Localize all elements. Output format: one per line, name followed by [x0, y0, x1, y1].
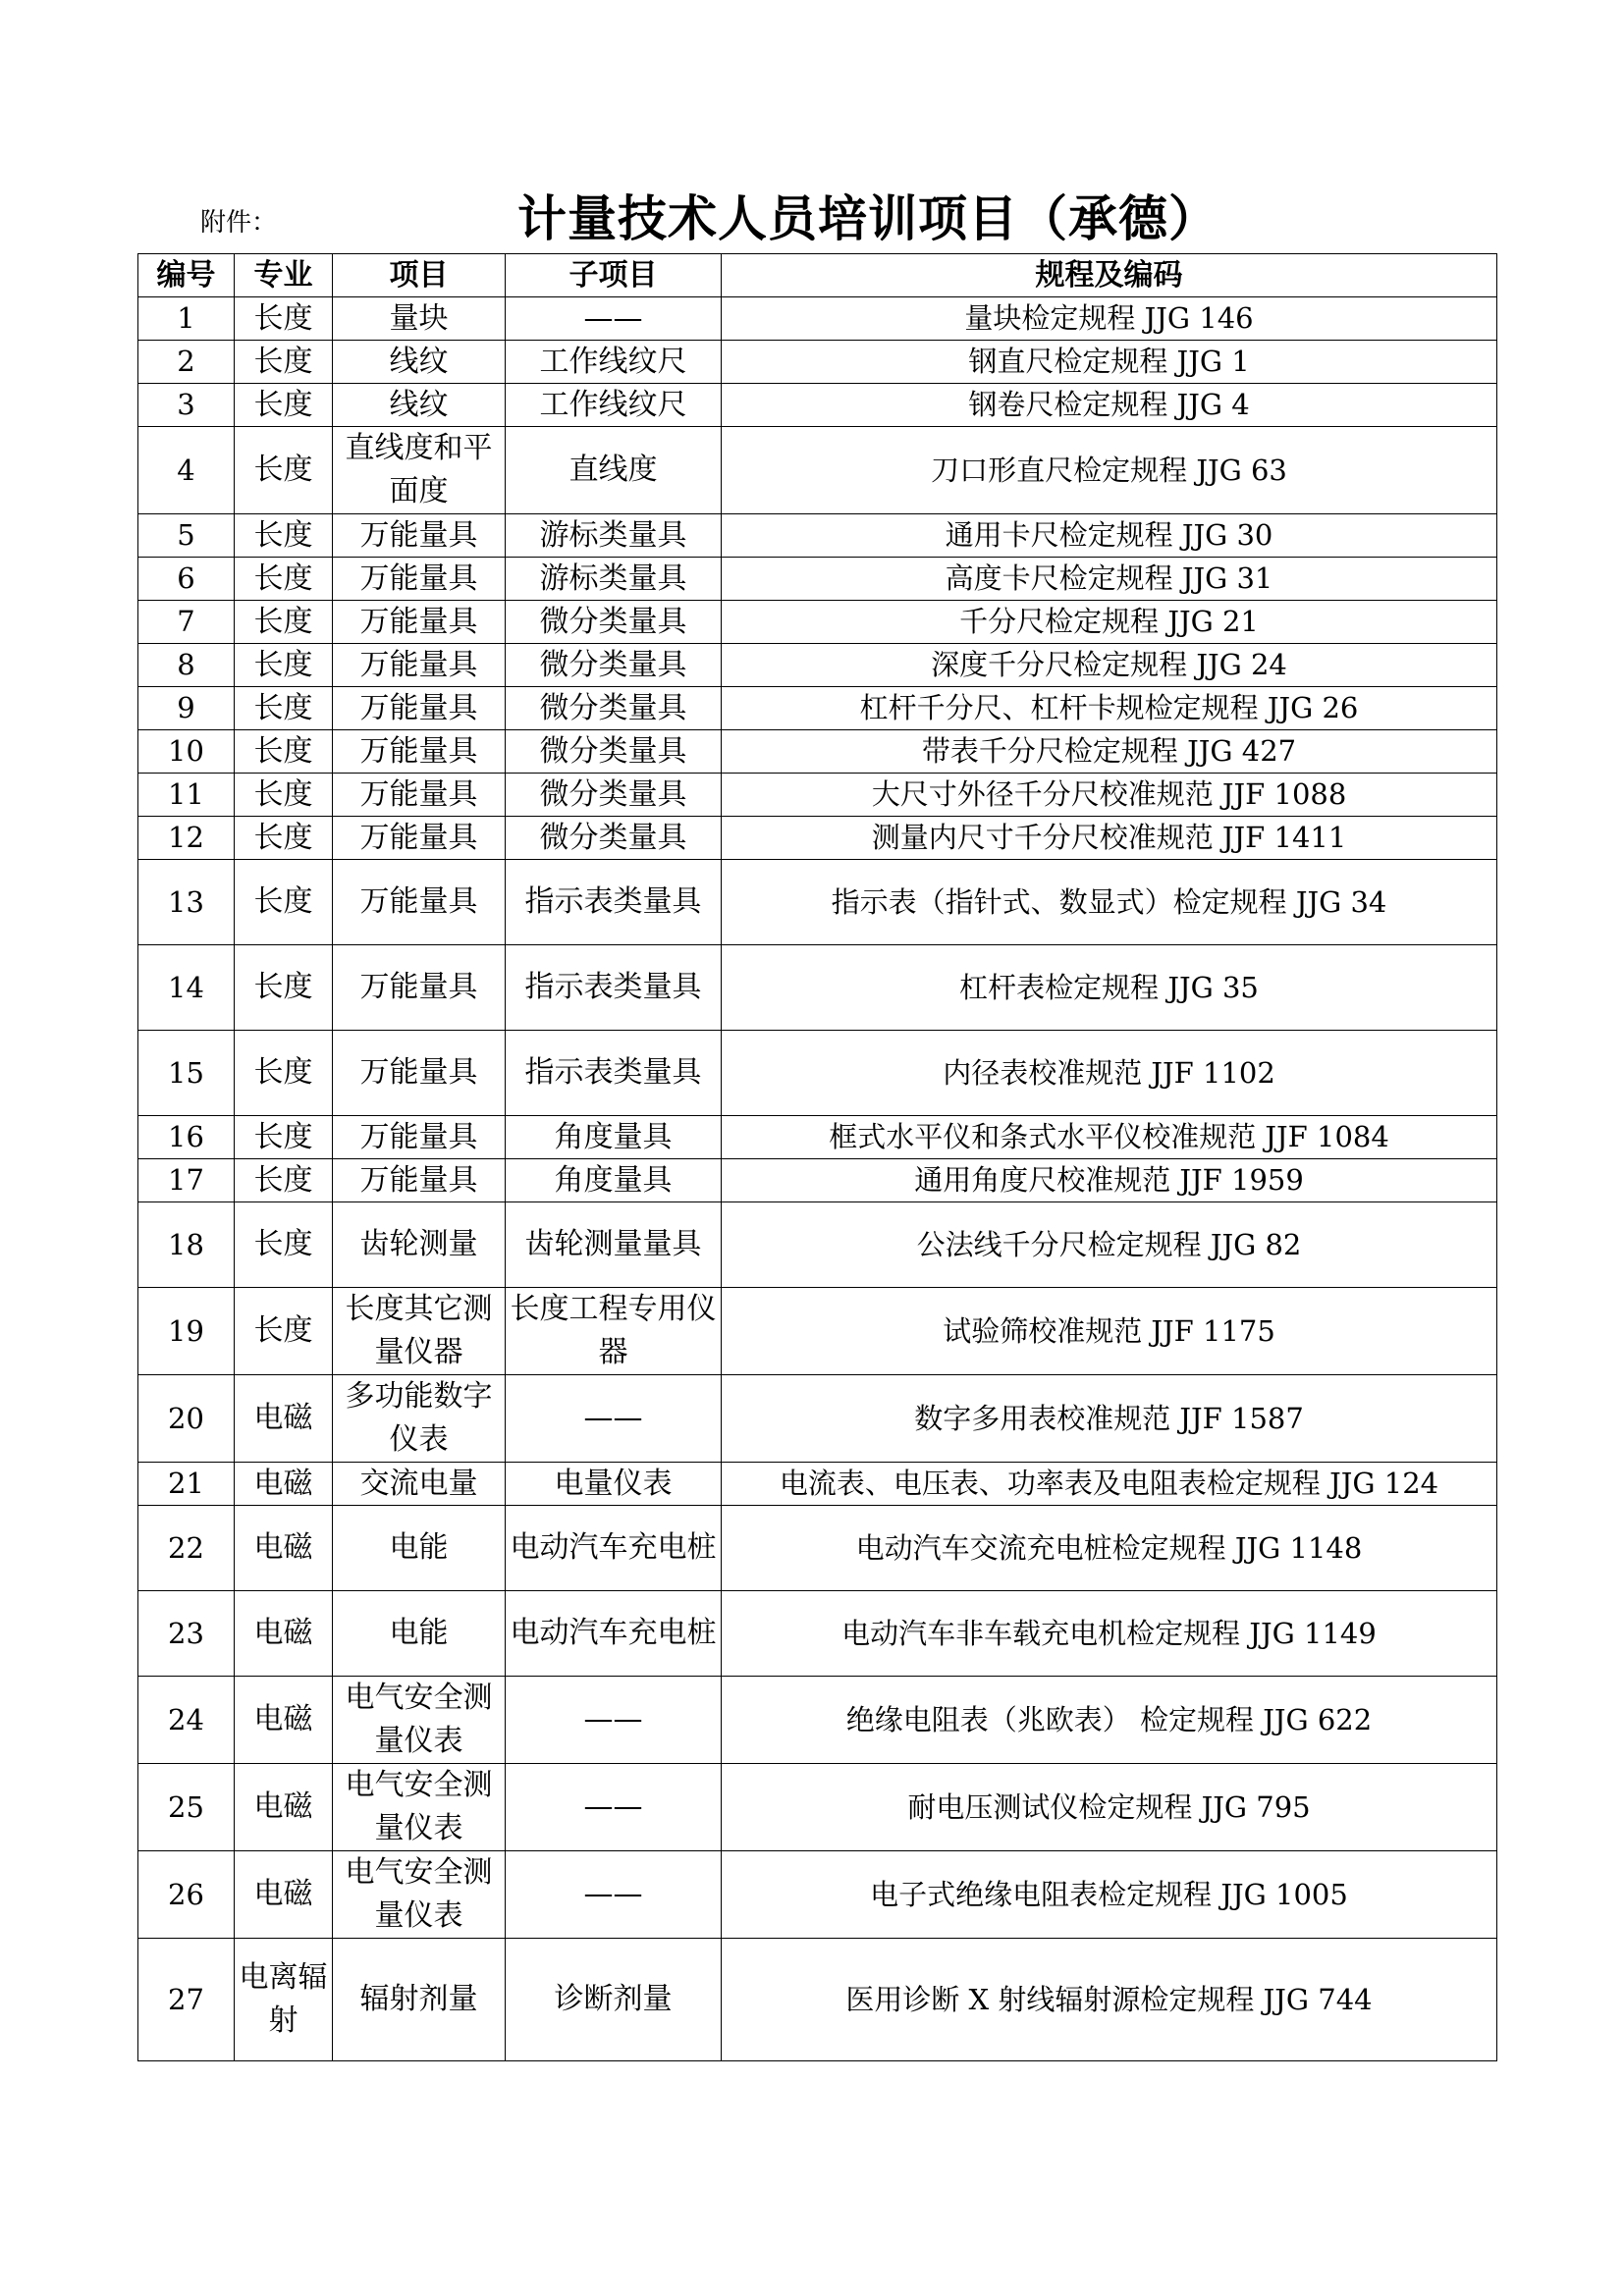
cell-regulation: 钢卷尺检定规程 JJG 4 [722, 384, 1497, 427]
table-row [138, 1375, 1497, 1463]
table-row [138, 1202, 1497, 1288]
cell-regulation: 内径表校准规范 JJF 1102 [722, 1031, 1497, 1116]
page-title: 计量技术人员培训项目（承德） [517, 189, 1218, 247]
cell-subitem: —— [506, 297, 722, 341]
cell-field: 长度 [235, 817, 333, 860]
cell-subitem: —— [506, 1375, 722, 1463]
table-row [138, 1506, 1497, 1591]
column-header-subitem: 子项目 [506, 254, 722, 297]
cell-field: 电磁 [235, 1677, 333, 1764]
cell-subitem: —— [506, 1677, 722, 1764]
cell-subitem: 微分类量具 [506, 687, 722, 730]
cell-field: 长度 [235, 427, 333, 514]
cell-item: 万能量具 [333, 1031, 506, 1116]
cell-subitem: 角度量具 [506, 1159, 722, 1202]
cell-subitem: 游标类量具 [506, 514, 722, 558]
cell-regulation: 通用角度尺校准规范 JJF 1959 [722, 1159, 1497, 1202]
cell-number: 8 [138, 644, 235, 687]
cell-item: 万能量具 [333, 860, 506, 945]
cell-field: 电磁 [235, 1851, 333, 1939]
attachment-label: 附件： [200, 208, 278, 238]
cell-field: 长度 [235, 730, 333, 774]
cell-regulation: 指示表（指针式、数显式）检定规程 JJG 34 [722, 860, 1497, 945]
cell-regulation: 千分尺检定规程 JJG 21 [722, 601, 1497, 644]
cell-field: 长度 [235, 297, 333, 341]
table-row [138, 945, 1497, 1031]
cell-subitem: 电量仪表 [506, 1463, 722, 1506]
table-row [138, 1159, 1497, 1202]
table-row [138, 817, 1497, 860]
cell-item: 万能量具 [333, 687, 506, 730]
column-header-field: 专业 [235, 254, 333, 297]
cell-regulation: 耐电压测试仪检定规程 JJG 795 [722, 1764, 1497, 1851]
cell-number: 15 [138, 1031, 235, 1116]
cell-regulation: 数字多用表校准规范 JJF 1587 [722, 1375, 1497, 1463]
table-row [138, 730, 1497, 774]
cell-regulation: 量块检定规程 JJG 146 [722, 297, 1497, 341]
cell-subitem: 工作线纹尺 [506, 341, 722, 384]
cell-number: 26 [138, 1851, 235, 1939]
cell-field: 长度 [235, 644, 333, 687]
cell-field: 长度 [235, 1159, 333, 1202]
cell-regulation: 杠杆表检定规程 JJG 35 [722, 945, 1497, 1031]
cell-regulation: 通用卡尺检定规程 JJG 30 [722, 514, 1497, 558]
cell-field: 电磁 [235, 1764, 333, 1851]
cell-number: 12 [138, 817, 235, 860]
cell-field: 电磁 [235, 1463, 333, 1506]
cell-item: 万能量具 [333, 774, 506, 817]
cell-regulation: 医用诊断 X 射线辐射源检定规程 JJG 744 [722, 1939, 1497, 2061]
cell-subitem: 微分类量具 [506, 601, 722, 644]
cell-item: 万能量具 [333, 817, 506, 860]
table-row [138, 774, 1497, 817]
cell-subitem: 指示表类量具 [506, 945, 722, 1031]
cell-item: 长度其它测量仪器 [333, 1288, 506, 1375]
table-row [138, 427, 1497, 514]
cell-item: 万能量具 [333, 730, 506, 774]
cell-subitem: 角度量具 [506, 1116, 722, 1159]
cell-field: 长度 [235, 1202, 333, 1288]
table-row [138, 297, 1497, 341]
table-row [138, 1591, 1497, 1677]
cell-field: 长度 [235, 687, 333, 730]
cell-field: 长度 [235, 341, 333, 384]
table-row [138, 601, 1497, 644]
cell-item: 万能量具 [333, 1116, 506, 1159]
cell-regulation: 大尺寸外径千分尺校准规范 JJF 1088 [722, 774, 1497, 817]
cell-number: 25 [138, 1764, 235, 1851]
cell-number: 5 [138, 514, 235, 558]
cell-subitem: —— [506, 1764, 722, 1851]
table-row [138, 644, 1497, 687]
cell-item: 线纹 [333, 341, 506, 384]
cell-item: 线纹 [333, 384, 506, 427]
table-row [138, 1116, 1497, 1159]
cell-regulation: 钢直尺检定规程 JJG 1 [722, 341, 1497, 384]
table-row [138, 384, 1497, 427]
cell-field: 长度 [235, 860, 333, 945]
table-row [138, 1031, 1497, 1116]
cell-subitem: 电动汽车充电桩 [506, 1591, 722, 1677]
cell-field: 长度 [235, 1288, 333, 1375]
cell-field: 电离辐射 [235, 1939, 333, 2061]
cell-item: 齿轮测量 [333, 1202, 506, 1288]
cell-subitem: 微分类量具 [506, 817, 722, 860]
cell-number: 7 [138, 601, 235, 644]
cell-number: 19 [138, 1288, 235, 1375]
cell-field: 电磁 [235, 1506, 333, 1591]
cell-regulation: 深度千分尺检定规程 JJG 24 [722, 644, 1497, 687]
cell-regulation: 电子式绝缘电阻表检定规程 JJG 1005 [722, 1851, 1497, 1939]
cell-item: 多功能数字仪表 [333, 1375, 506, 1463]
column-header-item: 项目 [333, 254, 506, 297]
cell-subitem: 直线度 [506, 427, 722, 514]
cell-field: 电磁 [235, 1375, 333, 1463]
cell-number: 4 [138, 427, 235, 514]
cell-item: 万能量具 [333, 601, 506, 644]
cell-number: 27 [138, 1939, 235, 2061]
cell-number: 13 [138, 860, 235, 945]
cell-number: 2 [138, 341, 235, 384]
cell-field: 长度 [235, 1031, 333, 1116]
cell-item: 辐射剂量 [333, 1939, 506, 2061]
table-row [138, 1764, 1497, 1851]
cell-regulation: 电动汽车非车载充电机检定规程 JJG 1149 [722, 1591, 1497, 1677]
cell-subitem: 齿轮测量量具 [506, 1202, 722, 1288]
table-row [138, 687, 1497, 730]
column-header-regulation: 规程及编码 [722, 254, 1497, 297]
cell-regulation: 电流表、电压表、功率表及电阻表检定规程 JJG 124 [722, 1463, 1497, 1506]
cell-item: 万能量具 [333, 558, 506, 601]
cell-field: 电磁 [235, 1591, 333, 1677]
table-row [138, 860, 1497, 945]
cell-number: 17 [138, 1159, 235, 1202]
cell-subitem: 电动汽车充电桩 [506, 1506, 722, 1591]
cell-subitem: 工作线纹尺 [506, 384, 722, 427]
cell-regulation: 框式水平仪和条式水平仪校准规范 JJF 1084 [722, 1116, 1497, 1159]
cell-field: 长度 [235, 384, 333, 427]
cell-number: 10 [138, 730, 235, 774]
table-row [138, 1288, 1497, 1375]
cell-number: 9 [138, 687, 235, 730]
cell-subitem: 长度工程专用仪器 [506, 1288, 722, 1375]
cell-item: 直线度和平面度 [333, 427, 506, 514]
table-row [138, 1463, 1497, 1506]
table-row [138, 1939, 1497, 2061]
column-header-number: 编号 [138, 254, 235, 297]
cell-number: 14 [138, 945, 235, 1031]
training-items-table [137, 253, 1497, 2061]
cell-subitem: —— [506, 1851, 722, 1939]
table-header-row [138, 254, 1497, 297]
table-row [138, 1677, 1497, 1764]
cell-item: 万能量具 [333, 644, 506, 687]
table-row [138, 514, 1497, 558]
cell-number: 16 [138, 1116, 235, 1159]
cell-subitem: 游标类量具 [506, 558, 722, 601]
cell-item: 电气安全测量仪表 [333, 1677, 506, 1764]
cell-number: 18 [138, 1202, 235, 1288]
cell-item: 量块 [333, 297, 506, 341]
cell-item: 电气安全测量仪表 [333, 1764, 506, 1851]
cell-field: 长度 [235, 1116, 333, 1159]
table-row [138, 341, 1497, 384]
cell-regulation: 测量内尺寸千分尺校准规范 JJF 1411 [722, 817, 1497, 860]
cell-regulation: 带表千分尺检定规程 JJG 427 [722, 730, 1497, 774]
cell-field: 长度 [235, 558, 333, 601]
cell-field: 长度 [235, 514, 333, 558]
cell-subitem: 微分类量具 [506, 730, 722, 774]
cell-item: 电能 [333, 1591, 506, 1677]
cell-item: 万能量具 [333, 514, 506, 558]
cell-subitem: 微分类量具 [506, 774, 722, 817]
cell-item: 电能 [333, 1506, 506, 1591]
cell-regulation: 电动汽车交流充电桩检定规程 JJG 1148 [722, 1506, 1497, 1591]
cell-subitem: 微分类量具 [506, 644, 722, 687]
table-row [138, 558, 1497, 601]
cell-number: 3 [138, 384, 235, 427]
cell-number: 1 [138, 297, 235, 341]
cell-field: 长度 [235, 774, 333, 817]
cell-number: 22 [138, 1506, 235, 1591]
cell-regulation: 试验筛校准规范 JJF 1175 [722, 1288, 1497, 1375]
cell-regulation: 高度卡尺检定规程 JJG 31 [722, 558, 1497, 601]
cell-subitem: 指示表类量具 [506, 860, 722, 945]
cell-item: 万能量具 [333, 945, 506, 1031]
cell-subitem: 诊断剂量 [506, 1939, 722, 2061]
cell-number: 21 [138, 1463, 235, 1506]
cell-regulation: 刀口形直尺检定规程 JJG 63 [722, 427, 1497, 514]
cell-number: 6 [138, 558, 235, 601]
table-row [138, 1851, 1497, 1939]
cell-regulation: 杠杆千分尺、杠杆卡规检定规程 JJG 26 [722, 687, 1497, 730]
cell-item: 交流电量 [333, 1463, 506, 1506]
cell-regulation: 绝缘电阻表（兆欧表） 检定规程 JJG 622 [722, 1677, 1497, 1764]
cell-number: 23 [138, 1591, 235, 1677]
cell-field: 长度 [235, 601, 333, 644]
cell-number: 24 [138, 1677, 235, 1764]
cell-field: 长度 [235, 945, 333, 1031]
cell-item: 电气安全测量仪表 [333, 1851, 506, 1939]
cell-number: 20 [138, 1375, 235, 1463]
cell-item: 万能量具 [333, 1159, 506, 1202]
cell-number: 11 [138, 774, 235, 817]
cell-regulation: 公法线千分尺检定规程 JJG 82 [722, 1202, 1497, 1288]
cell-subitem: 指示表类量具 [506, 1031, 722, 1116]
